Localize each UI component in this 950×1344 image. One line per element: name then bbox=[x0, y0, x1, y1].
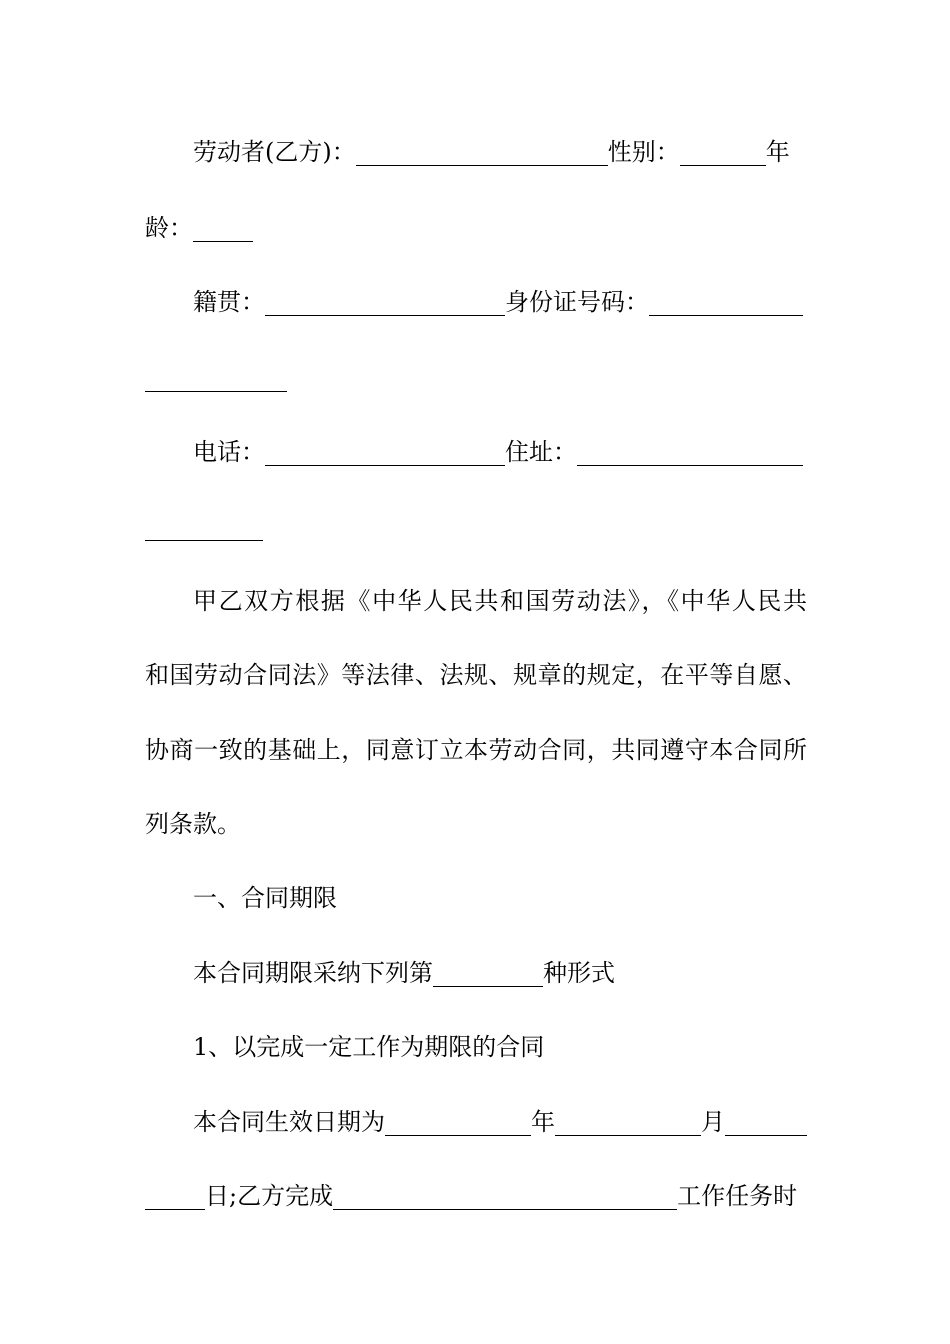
id-number-blank-continued bbox=[145, 361, 287, 392]
age-label: 龄： bbox=[145, 214, 193, 242]
effective-day-blank bbox=[725, 1105, 807, 1136]
address-blank-continued bbox=[145, 510, 263, 541]
address-continuation-line bbox=[145, 507, 807, 547]
effective-date-line bbox=[145, 1102, 807, 1142]
year-label: 年 bbox=[765, 138, 790, 166]
worker-label: 劳动者(乙方)： bbox=[193, 138, 356, 166]
completion-line bbox=[145, 1176, 807, 1216]
phone-blank bbox=[265, 435, 505, 466]
gender-label: 性别： bbox=[607, 138, 680, 166]
effective-year-blank bbox=[385, 1105, 531, 1136]
origin-label: 籍贯： bbox=[193, 288, 265, 316]
preamble-line-1: 甲乙双方根据《中华人民共和国劳动法》，《中华人民共 bbox=[193, 587, 807, 615]
effective-month-blank bbox=[555, 1105, 701, 1136]
address-blank bbox=[577, 435, 803, 466]
id-number-label: 身份证号码： bbox=[505, 288, 649, 316]
id-number-blank bbox=[649, 285, 803, 316]
age-line bbox=[145, 208, 807, 248]
age-blank bbox=[193, 211, 253, 242]
term-form-blank bbox=[433, 956, 543, 987]
work-task-blank bbox=[333, 1179, 677, 1210]
term-form-label: 本合同期限采纳下列第 bbox=[193, 959, 433, 987]
term-form-line bbox=[145, 953, 807, 993]
term-form-suffix: 种形式 bbox=[543, 959, 615, 987]
section-heading-contract-term: 一、合同期限 bbox=[193, 884, 337, 912]
work-task-suffix: 工作任务时 bbox=[677, 1182, 798, 1210]
phone-address-line bbox=[145, 432, 807, 472]
effective-day-blank-continued bbox=[145, 1179, 205, 1210]
origin-blank bbox=[265, 285, 505, 316]
worker-info-line bbox=[145, 132, 807, 172]
preamble-line-4: 列条款。 bbox=[145, 810, 241, 838]
gender-blank bbox=[680, 135, 766, 166]
id-number-continuation-line bbox=[145, 358, 807, 398]
worker-name-blank bbox=[356, 135, 608, 166]
completion-label: 日;乙方完成 bbox=[205, 1182, 334, 1210]
preamble-line-2: 和国劳动合同法》等法律、法规、规章的规定，在平等自愿、 bbox=[145, 661, 807, 689]
effective-month-label: 月 bbox=[701, 1108, 725, 1136]
origin-id-line bbox=[145, 282, 807, 322]
effective-date-label: 本合同生效日期为 bbox=[193, 1108, 385, 1136]
phone-label: 电话： bbox=[193, 438, 265, 466]
address-label: 住址： bbox=[505, 438, 577, 466]
effective-year-label: 年 bbox=[531, 1108, 555, 1136]
preamble-line-3: 协商一致的基础上，同意订立本劳动合同，共同遵守本合同所 bbox=[145, 736, 807, 764]
option-1-line: 1、以完成一定工作为期限的合同 bbox=[193, 1033, 545, 1061]
